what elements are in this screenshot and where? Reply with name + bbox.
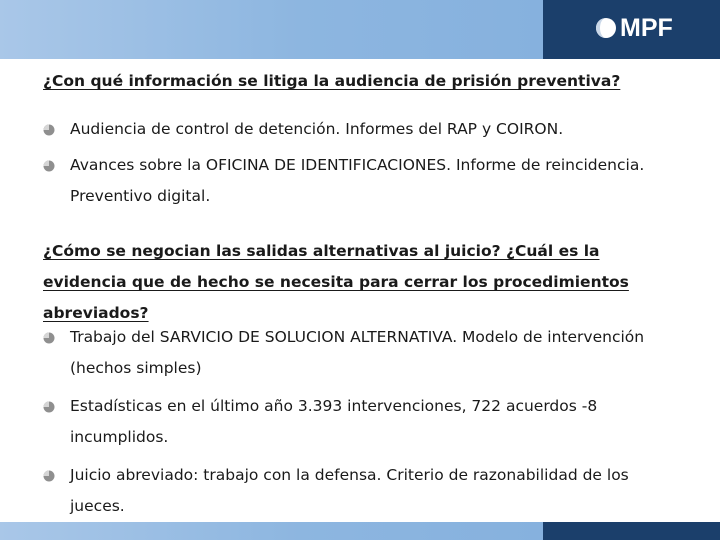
section-1-question: ¿Con qué información se litiga la audiencia de prisión preventiva?	[43, 72, 621, 90]
mpf-logo-icon	[595, 17, 617, 39]
header-band	[0, 0, 543, 59]
bullet-icon	[43, 470, 55, 482]
bullet-icon	[43, 332, 55, 344]
bullet-item	[43, 322, 683, 384]
logo-text: MPF	[620, 14, 673, 42]
footer-dark-band	[543, 522, 720, 540]
bullet-icon	[43, 124, 55, 136]
bullet-item	[43, 150, 683, 212]
bullet-item	[43, 460, 683, 522]
footer-band	[0, 522, 543, 540]
bullet-text: Juicio abreviado: trabajo con la defensa. Criterio de razonabilidad de los jueces.	[70, 466, 629, 515]
bullet-item	[43, 391, 683, 453]
bullet-text: Estadísticas en el último año 3.393 intervenciones, 722 acuerdos -8 incumplidos.	[70, 397, 598, 446]
bullet-text: Avances sobre la OFICINA DE IDENTIFICACIONES. Informe de reincidencia. Preventivo digital.	[70, 156, 645, 205]
logo-box	[543, 0, 720, 59]
bullet-icon	[43, 401, 55, 413]
bullet-text: Audiencia de control de detención. Informes del RAP y COIRON.	[70, 120, 564, 138]
bullet-icon	[43, 160, 55, 172]
section-2-question: ¿Cómo se negocian las salidas alternativas al juicio? ¿Cuál es la evidencia que de hecho se necesita para cerrar los procedimientos abreviados?	[43, 242, 629, 322]
bullet-item	[43, 114, 683, 145]
bullet-text: Trabajo del SARVICIO DE SOLUCION ALTERNATIVA. Modelo de intervención (hechos simples)	[70, 328, 645, 377]
